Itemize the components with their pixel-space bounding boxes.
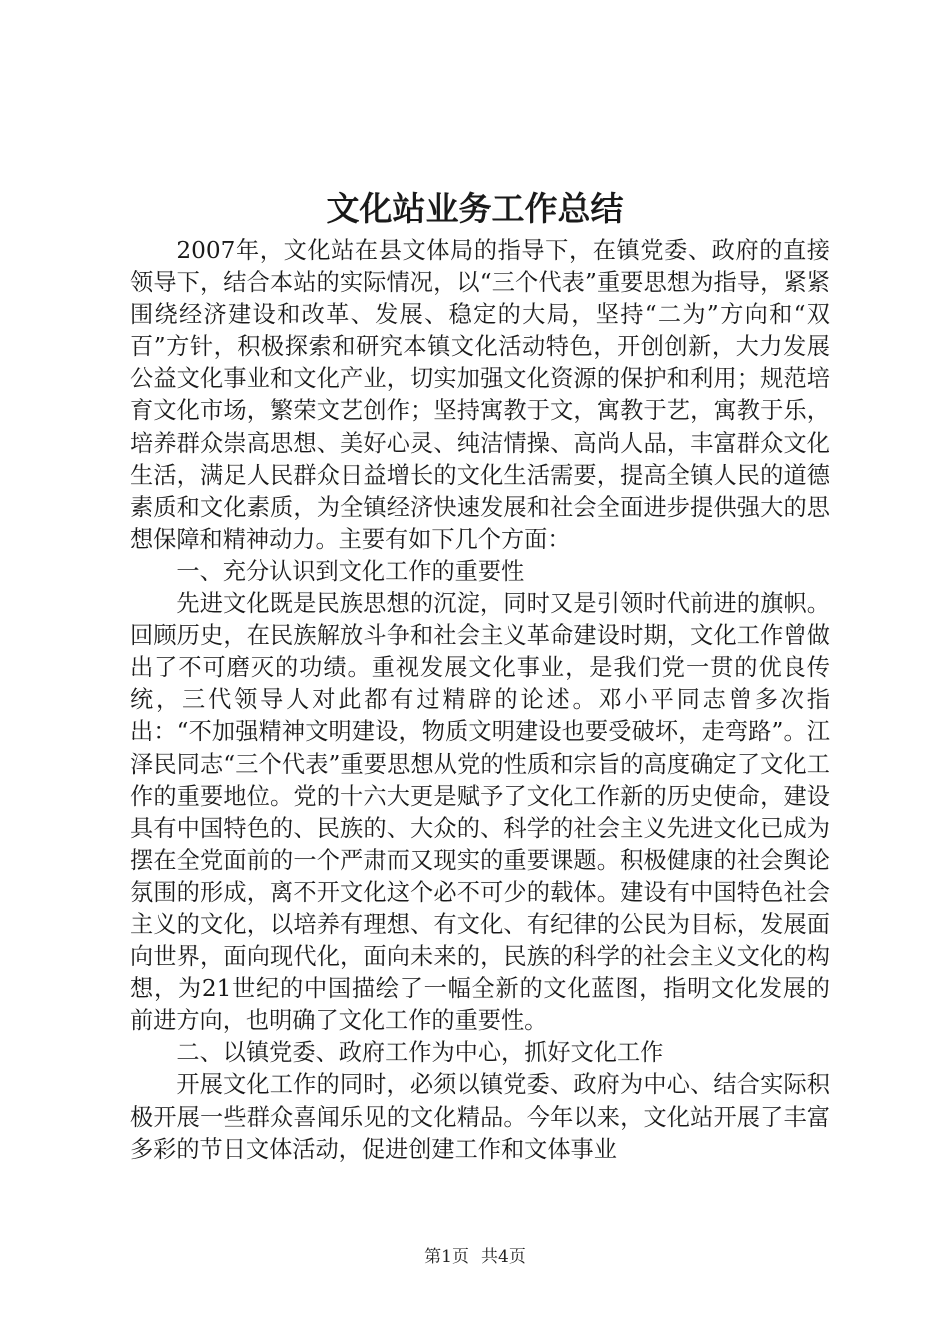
page-footer	[0, 1245, 950, 1269]
section-heading-1: 一、充分认识到文化工作的重要性	[176, 557, 525, 585]
paragraph-section-2: 开展文化工作的同时，必须以镇党委、政府为中心、结合实际积极开展一些群众喜闻乐见的文化精品。今年以来，文化站开展了丰富多彩的节日文体活动，促进创建工作和文体事业	[130, 1071, 830, 1163]
page-number: 第1页	[424, 1247, 469, 1267]
paragraph-intro: 2007年，文化站在县文体局的指导下，在镇党委、政府的直接领导下，结合本站的实际情况，以“三个代表”重要思想为指导，紧紧围绕经济建设和改革、发展、稳定的大局，坚持“二为”方向和“双百”方针，积极探索和研究本镇文化活动特色，开创创新，大力发展公益文化事业和文化产业，切实加强文化资源的保护和利用；规范培育文化市场，繁荣文艺创作；坚持寓教于文，寓教于艺，寓教于乐，培养群众崇高思想、美好心灵、纯洁情操、高尚人品，丰富群众文化生活，满足人民群众日益增长的文化生活需要，提高全镇人民的道德素质和文化素质，为全镇经济快速发展和社会全面进步提供强大的思想保障和精神动力。主要有如下几个方面：	[130, 237, 830, 553]
document-title: 文化站业务工作总结	[326, 189, 624, 228]
paragraph-section-1: 先进文化既是民族思想的沉淀，同时又是引领时代前进的旗帜。回顾历史，在民族解放斗争和社会主义革命建设时期，文化工作曾做出了不可磨灭的功绩。重视发展文化事业，是我们党一贯的优良传统，三代领导人对此都有过精辟的论述。邓小平同志曾多次指出：“不加强精神文明建设，物质文明建设也要受破坏，走弯路”。江泽民同志“三个代表”重要思想从党的性质和宗旨的高度确定了文化工作的重要地位。党的十六大更是赋予了文化工作新的历史使命，建设具有中国特色的、民族的、大众的、科学的社会主义先进文化已成为摆在全党面前的一个严肃而又现实的重要课题。积极健康的社会舆论氛围的形成，离不开文化这个必不可少的载体。建设有中国特色社会主义的文化，以培养有理想、有文化、有纪律的公民为目标，发展面向世界，面向现代化，面向未来的，民族的科学的社会主义文化的构想，为21世纪的中国描绘了一幅全新的文化蓝图，指明文化发展的前进方向，也明确了文化工作的重要性。	[130, 590, 830, 1035]
document-body	[130, 235, 830, 1166]
section-heading-2: 二、以镇党委、政府工作为中心，抓好文化工作	[176, 1039, 664, 1067]
page-total: 共4页	[481, 1247, 526, 1267]
